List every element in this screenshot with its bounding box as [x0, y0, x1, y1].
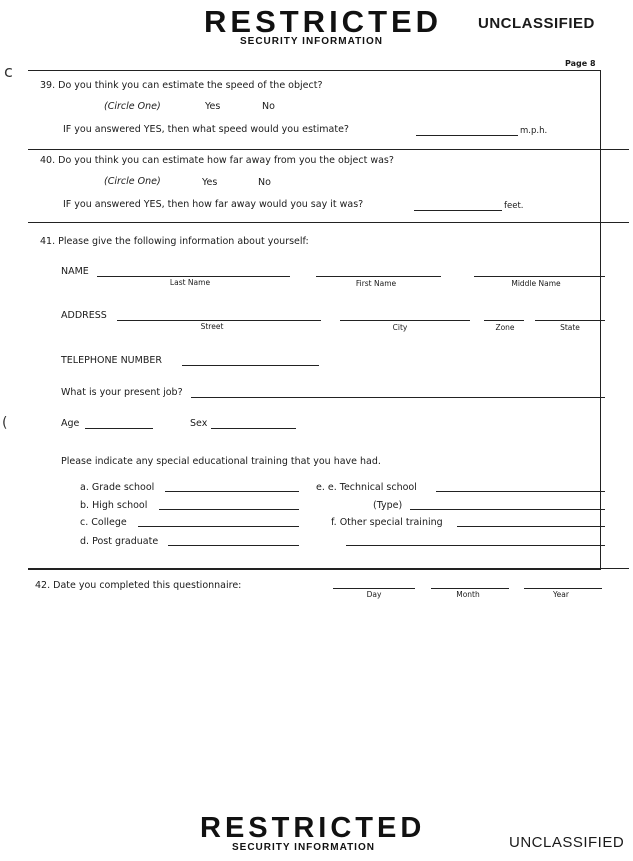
last-name-caption: Last Name — [169, 278, 211, 287]
edu-grade-school-field[interactable] — [165, 491, 299, 492]
edu-other-field-2[interactable] — [346, 545, 605, 546]
telephone-label: TELEPHONE NUMBER — [61, 355, 162, 366]
edu-post-graduate-field[interactable] — [168, 545, 299, 546]
edu-other-field[interactable] — [457, 526, 605, 527]
edu-grade-school-label: a. Grade school — [80, 482, 155, 493]
option-no[interactable]: No — [258, 177, 271, 188]
edu-post-graduate-label: d. Post graduate — [80, 536, 159, 547]
security-information-stamp-bottom: SECURITY INFORMATION — [232, 842, 375, 853]
edu-college-label: c. College — [80, 517, 127, 528]
option-no[interactable]: No — [262, 101, 275, 112]
edu-high-school-label: b. High school — [80, 500, 148, 511]
security-information-stamp-top: SECURITY INFORMATION — [240, 36, 383, 47]
restricted-stamp-top: RESTRICTED — [204, 4, 443, 39]
option-yes[interactable]: Yes — [205, 101, 221, 112]
section-divider — [28, 568, 629, 569]
restricted-stamp-bottom: RESTRICTED — [200, 812, 426, 844]
option-yes[interactable]: Yes — [202, 177, 218, 188]
question-41: 41. Please give the following information about yourself: — [40, 236, 309, 247]
day-field[interactable] — [333, 588, 415, 589]
edu-type-label: (Type) — [373, 500, 403, 511]
edu-high-school-field[interactable] — [159, 509, 299, 510]
month-field[interactable] — [431, 588, 509, 589]
edu-type-field[interactable] — [410, 509, 605, 510]
state-caption: State — [560, 323, 580, 332]
distance-field[interactable] — [414, 210, 502, 211]
street-field[interactable] — [117, 320, 321, 321]
first-name-field[interactable] — [316, 276, 441, 277]
circle-one-label: (Circle One) — [104, 101, 161, 112]
job-label: What is your present job? — [61, 387, 183, 398]
edu-technical-school-field[interactable] — [436, 491, 605, 492]
day-caption: Day — [366, 590, 382, 599]
classification-label-top: UNCLASSIFIED — [478, 15, 595, 32]
education-prompt: Please indicate any special educational training that you have had. — [61, 456, 381, 467]
speed-followup: IF you answered YES, then what speed would you estimate? — [63, 124, 349, 135]
age-label: Age — [61, 418, 80, 429]
telephone-field[interactable] — [182, 365, 319, 366]
distance-followup: IF you answered YES, then how far away would you say it was? — [63, 199, 364, 210]
year-caption: Year — [553, 590, 569, 599]
state-field[interactable] — [535, 320, 605, 321]
speed-unit: m.p.h. — [520, 126, 548, 136]
age-field[interactable] — [85, 428, 153, 429]
distance-unit: feet. — [504, 201, 524, 211]
edu-technical-school-label: e. e. Technical school — [316, 482, 417, 493]
question-42: 42. Date you completed this questionnaire: — [35, 580, 242, 591]
first-name-caption: First Name — [355, 279, 397, 288]
question-40: 40. Do you think you can estimate how far away from you the object was? — [40, 155, 394, 166]
question-39: 39. Do you think you can estimate the speed of the object? — [40, 80, 323, 91]
city-field[interactable] — [340, 320, 470, 321]
sex-field[interactable] — [211, 428, 296, 429]
year-field[interactable] — [524, 588, 602, 589]
address-label: ADDRESS — [61, 310, 107, 321]
city-caption: City — [392, 323, 408, 332]
sex-label: Sex — [190, 418, 208, 429]
section-divider — [28, 222, 629, 223]
binder-hole-mark: c — [4, 62, 13, 81]
edu-other-label: f. Other special training — [331, 517, 443, 528]
circle-one-label: (Circle One) — [104, 176, 161, 187]
binder-hole-mark: ( — [2, 415, 8, 431]
name-label: NAME — [61, 266, 89, 277]
page-number: Page 8 — [565, 59, 596, 68]
speed-field[interactable] — [416, 135, 518, 136]
middle-name-field[interactable] — [474, 276, 605, 277]
zone-field[interactable] — [484, 320, 524, 321]
month-caption: Month — [456, 590, 480, 599]
edu-college-field[interactable] — [138, 526, 299, 527]
job-field[interactable] — [191, 397, 605, 398]
middle-name-caption: Middle Name — [511, 279, 561, 288]
last-name-field[interactable] — [97, 276, 290, 277]
section-divider — [28, 149, 629, 150]
classification-label-bottom: UNCLASSIFIED — [509, 834, 625, 851]
street-caption: Street — [200, 322, 224, 331]
zone-caption: Zone — [495, 323, 515, 332]
